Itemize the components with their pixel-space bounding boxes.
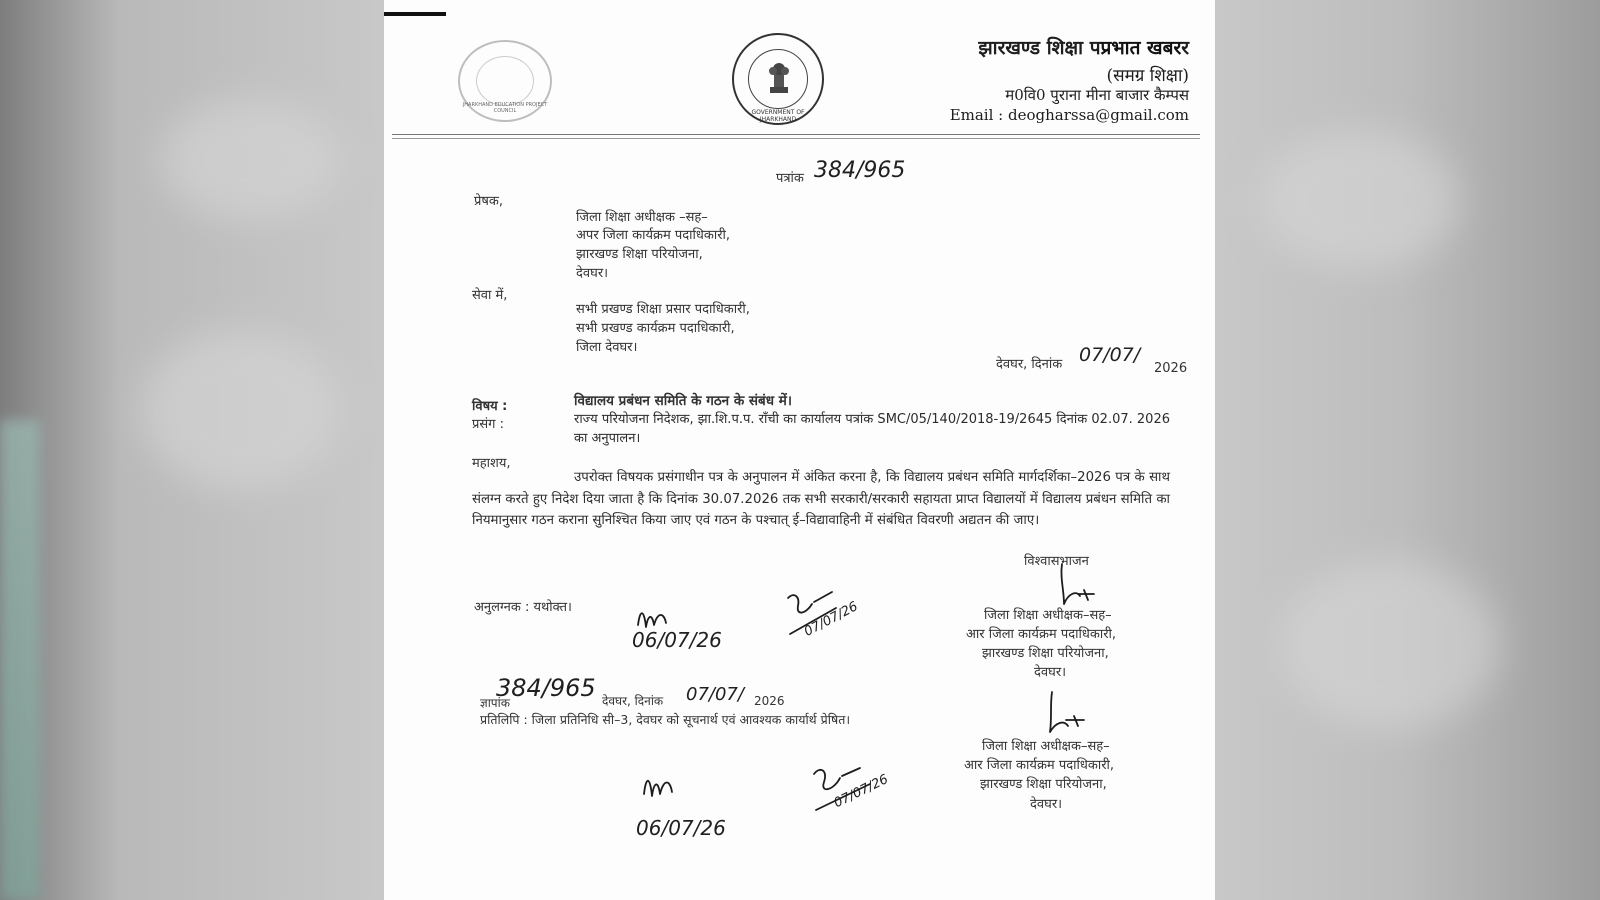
background-accent [0,420,40,900]
subject-text: विद्यालय प्रबंधन समिति के गठन के संबंध में। [574,393,792,409]
reference-label: प्रसंग : [472,417,505,432]
pratilipi: प्रतिलिपि : जिला प्रतिनिधि सी–3, देवघर को सूचनार्थ एवं आवश्यक कार्यार्थ प्रेषित। [480,712,851,727]
recipient-label: सेवा में, [472,288,508,303]
handwritten-date-4: 07/07/26 [831,771,891,812]
date-year: 2026 [1154,361,1188,376]
sender-label: प्रेषक, [474,194,504,209]
signature-designation: जिला शिक्षा अधीक्षक–सह– [982,739,1110,754]
handwritten-date-1: 06/07/26 [632,628,722,652]
left-seal-stamp: JHARKHAND EDUCATION PROJECT COUNCIL [458,40,552,122]
copy-date-prefix: देवघर, दिनांक [602,694,664,708]
date-prefix: देवघर, दिनांक [996,357,1063,372]
recipient-line: सभी प्रखण्ड कार्यक्रम पदाधिकारी, [576,321,735,336]
sender-line: देवघर। [576,266,609,281]
body-paragraph: उपरोक्त विषयक प्रसंगाधीन पत्र के अनुपालन में अंकित करना है, कि विद्यालय प्रबंधन समिति मार्गदर्शिका–2026 पत्र के साथ संलग्न करते हुए निदेश दिया जाता है कि दिनांक 30.07.2026 तक सभी सरकारी/सरकारी सहायता प्राप्त विद्यालयों में विद्यालय प्रबंधन समिति का नियमानुसार गठन कराना सुनिश्चित किया जाए एवं गठन के पश्चात् ई–विद्यावाहिनी में संबंधित विवरणी अद्यतन की जाए। [472,470,1170,528]
office-address: म0वि0 पुराना मीना बाजार कैम्पस [1005,86,1189,104]
signature-designation: झारखण्ड शिक्षा परियोजना, [982,646,1109,661]
patrank-label: पत्रांक [776,171,804,186]
subject-label: विषय : [472,399,508,414]
top-mark [384,12,446,16]
signature-designation: देवघर। [1034,665,1067,680]
sender-line: झारखण्ड शिक्षा परियोजना, [576,247,703,262]
sender-line: जिला शिक्षा अधीक्षक –सह– [576,210,708,225]
signature-designation: झारखण्ड शिक्षा परियोजना, [980,777,1107,792]
signature-designation: आर जिला कार्यक्रम पदाधिकारी, [966,627,1117,642]
watermark-brand: प्रभात खबर [1100,37,1182,59]
copy-date-year: 2026 [754,694,785,708]
handwritten-date-2: 07/07/26 [801,599,861,640]
office-title-prefix: झारखण्ड शिक्षा प [978,37,1101,59]
reference-text: राज्य परियोजना निदेशक, झा.शि.प.प. राँची का कार्यालय पत्रांक SMC/05/140/2018-19/2645 दिनांक 02.07. 2026 का अनुपालन। [574,412,1170,446]
signature-designation: जिला शिक्षा अधीक्षक–सह– [984,608,1112,623]
signature-designation: आर जिला कार्यक्रम पदाधिकारी, [964,758,1115,773]
office-email: Email : deogharssa@gmail.com [949,106,1189,124]
office-subtitle: (समग्र शिक्षा) [1106,66,1189,86]
ashoka-emblem-icon [764,57,794,99]
office-title-suffix: र [1181,37,1189,59]
enclosure: अनुलग्नक : यथोक्त। [474,600,572,615]
recipient-line: जिला देवघर। [576,340,638,355]
signature-designation: देवघर। [1030,797,1063,812]
gyapank-number: 384/965 [496,674,596,702]
recipient-line: सभी प्रखण्ड शिक्षा प्रसार पदाधिकारी, [576,302,750,317]
handwritten-initial-3 [640,772,680,802]
closing: विश्वासभाजन [1024,554,1089,569]
header-divider [392,134,1200,135]
patrank-number: 384/965 [814,158,906,183]
date-handwritten: 07/07/ [1079,344,1141,366]
letter-page [384,0,1215,900]
copy-date-handwritten: 07/07/ [686,684,744,705]
header-divider-2 [392,138,1200,139]
office-title [978,34,1189,60]
government-emblem-seal: GOVERNMENT OF JHARKHAND [732,33,824,125]
handwritten-date-3: 06/07/26 [636,816,726,840]
salutation: महाशय, [472,456,511,471]
sender-line: अपर जिला कार्यक्रम पदाधिकारी, [576,228,731,243]
gyapank-label: ज्ञापांक [480,696,510,710]
